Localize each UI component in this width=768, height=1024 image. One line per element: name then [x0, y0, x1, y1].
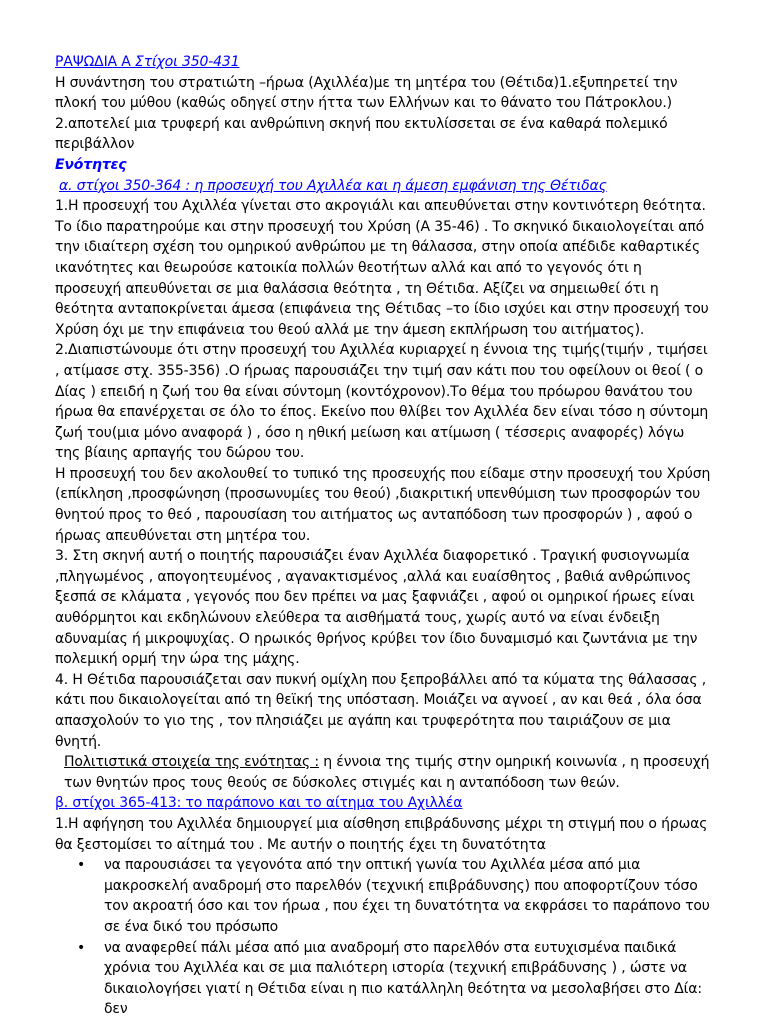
bullet-icon: •	[77, 939, 86, 956]
section-a-paragraph-2: 2.Διαπιστώνουμε ότι στην προσευχή του Αχιλλέα κυριαρχεί η έννοια της τιμής(τιμήν , τιμήσει , ατίμασε στχ. 355-356) .Ο ήρωας παρουσιάζει την τιμή σαν κάτι που του οφείλουν οι θεοί ( ο Δίας ) επειδή η ζωή του θα είναι σύντομη (κοντόχρονον).Το θέμα του πρόωρου θανάτου του ήρωα θα επανέρχεται σε όλο το έπος. Εκείνο που θλίβει τον Αχιλλέα δεν είναι τόσο η σύντομη ζωή του(μια μόνο αναφορά ) , όσο η ηθική μείωση και ατίμωση ( τέσσερις αναφορές) λόγω της βίαιης αρπαγής του δώρου του.	[55, 342, 709, 462]
section-a-paragraph-4: 3. Στη σκηνή αυτή ο ποιητής παρουσιάζει έναν Αχιλλέα διαφορετικό . Τραγική φυσιογνωμία ,πληγωμένος , απογοητευμένος , αγανακτισμένος ,αλλά και ευαίσθητος , βαθιά ανθρώπινος ξεσπά σε κλάματα , γεγονός που δεν πρέπει να μας ξαφνιάζει , αφού οι ομηρικοί ήρωες είναι αυθόρμητοι και εκδηλώνουν ελεύθερα τα αισθήματά τους, χωρίς αυτό να είναι ένδειξη αδυναμίας ή μικροψυχίας. Ο ηρωικός θρήνος κρύβει τον ίδιο δυναμισμό και ζωντάνια με την πολεμική ορμή την ώρα της μάχης.	[55, 548, 698, 668]
section-a-heading[interactable]: α. στίχοι 350-364 : η προσευχή του Αχιλλέα και η άμεση εμφάνιση της Θέτιδας	[59, 177, 607, 194]
cultural-elements-label: Πολιτιστικά στοιχεία της ενότητας :	[64, 754, 319, 771]
section-a-paragraph-3: Η προσευχή του δεν ακολουθεί το τυπικό της προσευχής που είδαμε στην προσευχή του Χρύση (επίκληση ,προσφώνηση (προσωνυμίες του θεού) ,διακριτική υπενθύμιση των προσφορών του θνητού προς το θεό , παρουσίαση του αιτήματος ως ανταπόδοση των προσφορών ) , αφού ο ήρωας απευθύνεται στη μητέρα του.	[55, 465, 711, 544]
section-a-paragraph-1: 1.Η προσευχή του Αχιλλέα γίνεται στο ακρογιάλι και απευθύνεται στην κοντινότερη θεότητα. Το ίδιο παρατηρούμε και στην προσευχή του Χρύση (Α 35-46) . Το σκηνικό δικαιολογείται από την ιδιαίτερη σχέση του ομηρικού ανθρώπου με τη θάλασσα, στην οποία απέδιδε καθαρτικές ικανότητες και θεωρούσε κατοικία πολλών θεοτήτων αλλά και από το γεγονός ότι η προσευχή απευθύνεται σε μια θαλάσσια θεότητα , τη Θέτιδα. Αξίζει να σημειωθεί ότι η θεότητα ανταποκρίνεται άμεσα (επιφάνεια της Θέτιδας –το ίδιο ισχύει και στην προσευχή του Χρύση όχι με την επιφάνεια του θεού αλλά με την άμεση εκπλήρωση του αιτήματος).	[55, 198, 709, 338]
title-italic[interactable]: Στίχοι 350-431	[135, 54, 240, 70]
section-b-heading-line	[55, 793, 712, 814]
list-item-text: να παρουσιάσει τα γεγονότα από την οπτική γωνία του Αχιλλέα μέσα από μια μακροσκελή αναδρομή στο παρελθόν (τεχνική επιβράδυνσης) που αποφορτίζουν τόσο τον ακροατή όσο και τον ήρωα , που έχει τη δυνατότητα να εκφράσει το παράπονο του σε ένα δικό του πρόσωπο	[104, 857, 710, 935]
section-b-heading[interactable]: β. στίχοι 365-413: το παράπονο και το αίτημα του Αχιλλέα	[55, 795, 463, 812]
units-heading: Ενότητες	[55, 156, 127, 173]
bullet-icon: •	[77, 857, 86, 874]
list-item	[55, 938, 712, 1020]
section-b-bullet-list	[55, 855, 712, 1020]
document-title	[55, 52, 712, 73]
list-item	[55, 855, 712, 937]
intro-paragraph: Η συνάντηση του στρατιώτη –ήρωα (Αχιλλέα)με τη μητέρα του (Θέτιδα)1.εξυπηρετεί την πλοκή του μύθου (καθώς οδηγεί στην ήττα των Ελλήνων και το θάνατο του Πάτροκλου.) 2.αποτελεί μια τρυφερή και ανθρώπινη σκηνή που εκτυλίσσεται σε ένα καθαρά πολεμικό περιβάλλον	[55, 74, 678, 153]
section-a-heading-line	[55, 176, 712, 197]
section-b-paragraph-1: 1.Η αφήγηση του Αχιλλέα δημιουργεί μια αίσθηση επιβράδυνσης μέχρι τη στιγμή που ο ήρωας θα ξεστομίσει το αίτημά του . Με αυτήν ο ποιητής έχει τη δυνατότητα	[55, 815, 708, 853]
title-upright[interactable]: ΡΑΨΩΔΙΑ Α	[55, 54, 135, 70]
section-a-paragraph-5: 4. Η Θέτιδα παρουσιάζεται σαν πυκνή ομίχλη που ξεπροβάλλει από τα κύματα της θάλασσας , κάτι που δικαιολογείται από τη θεϊκή της υπόσταση. Μοιάζει να αγνοεί , αν και θεά , όλα όσα απασχολούν το γιο της , τον πλησιάζει με αγάπη και τρυφερότητα που ταιριάζουν σε μια θνητή.	[55, 671, 707, 750]
list-item-text: να αναφερθεί πάλι μέσα από μια αναδρομή στο παρελθόν στα ευτυχισμένα παιδικά χρόνια του Αχιλλέα και σε μια παλιότερη ιστορία (τεχνική επιβράδυνσης ) , ώστε να δικαιολογήσει γιατί η Θέτιδα είναι η πιο κατάλληλη θεότητα να μεσολαβήσει στο Δία: δεν	[104, 939, 702, 1018]
cultural-elements-paragraph	[55, 752, 712, 793]
cultural-elements-text: η έννοια της τιμής στην ομηρική κοινωνία , η προσευχή των θνητών προς τους θεούς σε δύσκολες στιγμές και η ανταπόδοση των θεών.	[64, 754, 710, 791]
